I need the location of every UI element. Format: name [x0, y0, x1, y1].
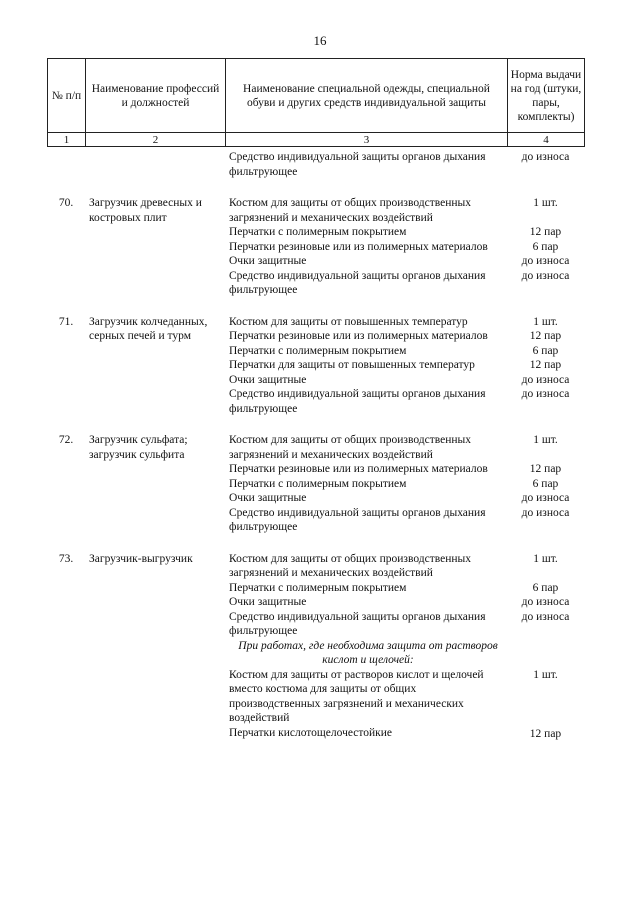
profession-name: Загрузчик сульфата; загрузчик сульфита [89, 434, 188, 461]
norm-value: 12 пар [529, 727, 562, 740]
norm-value: 12 пар [529, 226, 562, 238]
norm-value: до износа [521, 151, 570, 163]
equipment-item: Очки защитные [229, 373, 307, 386]
equipment-item: Костюм для защиты от растворов кислот и щелочей вместо костюма для защиты от общих производственных загрязнений и механических воздействий [229, 668, 484, 724]
equipment-item: Средство индивидуальной защиты органов дыхания фильтрующее [229, 269, 486, 296]
row-number: 73. [58, 552, 74, 565]
header-col-profession: Наименование профессий и должностей [86, 59, 226, 133]
page-number: 16 [313, 33, 327, 48]
header-num-1: 1 [48, 133, 86, 147]
equipment-item: Средство индивидуальной защиты органов дыхания фильтрующее [229, 610, 486, 637]
equipment-item: Перчатки с полимерным покрытием [229, 344, 407, 357]
norm-value: до износа [521, 373, 570, 386]
norm-value: до износа [521, 269, 570, 282]
table-row [47, 196, 584, 298]
equipment-item: Костюм для защиты от общих производственных загрязнений и механических воздействий [229, 434, 471, 461]
condition-note: При работах, где необходима защита от растворов кислот и щелочей: [238, 639, 498, 666]
equipment-item: Костюм для защиты от общих производственных загрязнений и механических воздействий [229, 552, 471, 579]
norm-value: до износа [521, 255, 570, 267]
row-number: 72. [58, 434, 74, 446]
norm-value: 1 шт. [533, 552, 558, 565]
norm-value: 12 пар [529, 463, 562, 475]
continuation-row [47, 150, 584, 179]
row-number: 70. [58, 197, 74, 209]
norm-value: до износа [521, 596, 570, 608]
table-row [47, 315, 584, 417]
equipment-item: Перчатки с полимерным покрытием [229, 477, 407, 490]
table-row [47, 433, 584, 535]
norm-value: 1 шт. [533, 668, 558, 681]
profession-name: Загрузчик колчеданных, серных печей и турм [89, 315, 208, 342]
norm-value: 6 пар [532, 240, 559, 253]
equipment-item: Очки защитные [229, 596, 307, 608]
norm-value: до износа [521, 492, 570, 504]
norm-value: 6 пар [532, 344, 559, 357]
equipment-item: Средство индивидуальной защиты органов дыхания фильтрующее [229, 151, 486, 178]
norm-value: 6 пар [532, 581, 559, 594]
header-num-4: 4 [508, 133, 585, 147]
profession-name: Загрузчик-выгрузчик [89, 552, 193, 565]
equipment-item: Перчатки резиновые или из полимерных материалов [229, 240, 488, 253]
header-num-3: 3 [226, 133, 508, 147]
norm-value: до износа [521, 506, 570, 519]
table-header [47, 58, 585, 147]
equipment-item: Перчатки для защиты от повышенных температур [229, 359, 475, 371]
equipment-item: Очки защитные [229, 255, 307, 267]
header-col-number: № п/п [48, 59, 86, 133]
row-number: 71. [58, 315, 74, 328]
table-body [47, 150, 584, 741]
table-row [47, 552, 584, 742]
norm-value: 12 пар [529, 359, 562, 371]
norm-value: до износа [521, 388, 570, 400]
norm-value: 1 шт. [533, 197, 558, 209]
equipment-item: Очки защитные [229, 492, 307, 504]
equipment-item: Перчатки с полимерным покрытием [229, 226, 407, 238]
norm-value: 12 пар [529, 330, 562, 342]
equipment-item: Костюм для защиты от повышенных температур [229, 315, 468, 328]
equipment-item: Перчатки кислотощелочестойкие [229, 726, 392, 739]
equipment-item: Костюм для защиты от общих производственных загрязнений и механических воздействий [229, 197, 471, 224]
equipment-item: Перчатки резиновые или из полимерных материалов [229, 463, 488, 475]
header-col-equipment: Наименование специальной одежды, специальной обуви и других средств индивидуальной защиты [226, 59, 508, 133]
equipment-item: Перчатки с полимерным покрытием [229, 581, 407, 594]
header-col-norm: Норма выдачи на год (штуки, пары, комплекты) [508, 59, 585, 133]
header-num-2: 2 [86, 133, 226, 147]
equipment-item: Средство индивидуальной защиты органов дыхания фильтрующее [229, 506, 486, 533]
equipment-item: Перчатки резиновые или из полимерных материалов [229, 330, 488, 342]
norm-value: 1 шт. [533, 434, 558, 446]
profession-name: Загрузчик древесных и костровых плит [89, 197, 202, 224]
norm-value: 6 пар [532, 477, 559, 490]
equipment-item: Средство индивидуальной защиты органов дыхания фильтрующее [229, 388, 486, 415]
norm-value: 1 шт. [533, 315, 558, 328]
norm-value: до износа [521, 610, 570, 623]
